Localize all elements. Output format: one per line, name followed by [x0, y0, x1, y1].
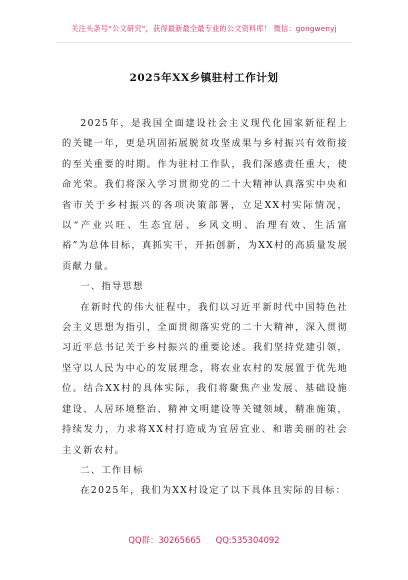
footer-qq-number: QQ:535304092 [215, 535, 280, 545]
section-heading-work-goals: 二、工作目标 [80, 464, 144, 476]
guiding-ideology-paragraph: 在新时代的伟大征程中，我们以习近平新时代中国特色社会主义思想为指引，全面贯彻落实党的二十大精神，深入贯彻习近平总书记关于乡村振兴的重要论述。我们坚持党建引领，坚守以人民为中心的发展理念，将农业农村的发展置于优先地位。结合XX村的具体实际，我们将聚焦产业发展、基础设施建设、人居环境整治、精神文明建设等关键领域，精准施策，持续发力，力求将XX村打造成为宜居宜业、和谐美丽的社会主义新农村。 [62, 301, 348, 456]
footer-contact [0, 534, 408, 546]
header-divider [56, 42, 352, 43]
section-heading-guiding-ideology: 一、指导思想 [80, 281, 144, 293]
footer-qq-group: QQ群：30265665 [128, 535, 201, 545]
intro-paragraph: 2025年，是我国全面建设社会主义现代化国家新征程上的关键一年，更是巩固拓展脱贫攻坚成果与乡村振兴有效衔接的至关重要的时期。作为驻村工作队，我们深感责任重大，使命光荣。我们将深入学习贯彻党的二十大精神认真落实中央和省市关于乡村振兴的各项决策部署，立足XX村实际情况，以“产业兴旺、生态宜居、乡风文明、治理有效、生活富裕”为总体目标，真抓实干，开拓创新，为XX村的高质量发展贡献力量。 [62, 118, 348, 272]
document-body [62, 114, 348, 502]
work-goals-paragraph: 在2025年，我们为XX村设定了以下具体且实际的目标： [80, 485, 347, 497]
header-promo-text: 关注头条号“公文研究”，获得最新最全最专业的公文资料库！ 微信：gongwenyj [71, 24, 337, 33]
document-title: 2025年XX乡镇驻村工作计划 [129, 72, 279, 84]
